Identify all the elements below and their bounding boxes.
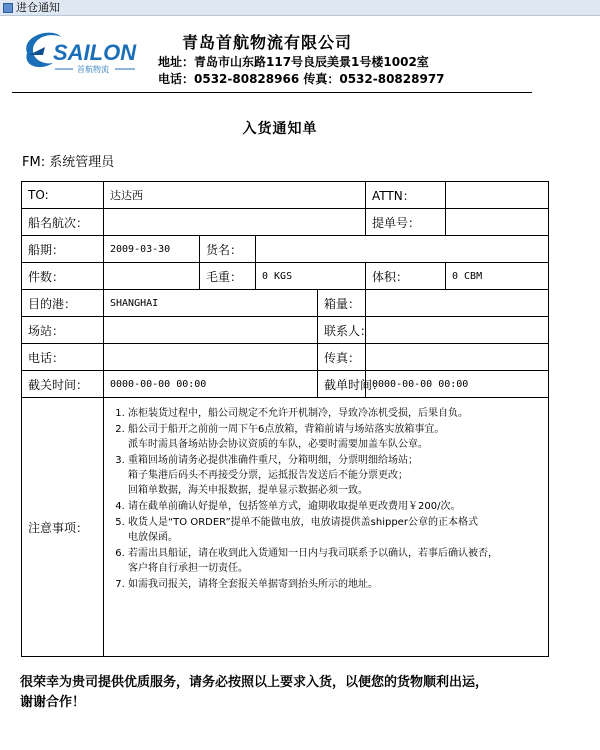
notes-label: 注意事项： — [22, 398, 104, 657]
company-phone: 电话：0532-80828966 传真：0532-80828977 — [158, 72, 445, 86]
logo-subtext: 首航物流 — [77, 65, 109, 74]
logo-text: SAILON — [53, 40, 137, 65]
note-item: 4. 请在截单前确认好提单，包括签单方式，逾期收取提单更改费用￥200/次。 — [128, 499, 542, 514]
notes-list — [110, 406, 542, 592]
cargo-value — [256, 236, 549, 263]
form-row-cutoff — [22, 371, 549, 398]
dest-value: SHANGHAI — [104, 290, 318, 317]
fax-value — [366, 344, 549, 371]
from-line: FM: 系统管理员 — [22, 155, 115, 170]
pieces-value — [104, 263, 200, 290]
window-titlebar — [0, 0, 600, 16]
form-row-pieces — [22, 263, 549, 290]
company-logo — [13, 25, 148, 85]
containers-label: 箱量： — [318, 290, 366, 317]
to-value: 达达西 — [104, 182, 366, 209]
doc-cutoff-label: 截单时间： — [318, 371, 366, 398]
note-item: 3. 重箱回场前请务必提供准确件重尺，分箱明细，分票明细给场站； 箱子集港后码头不再接受分票，运抵报告发送后不能分票更改； 回箱单数据，海关申报数据，提单显示数据必须一致。 — [128, 453, 542, 498]
to-label: TO: — [22, 182, 104, 209]
form-row-vessel — [22, 209, 549, 236]
attn-value — [446, 182, 549, 209]
containers-value — [366, 290, 549, 317]
window-title: 进仓通知 — [16, 1, 60, 14]
volume-label: 体积： — [366, 263, 446, 290]
weight-value: 0 KGS — [256, 263, 366, 290]
weight-label: 毛重： — [200, 263, 256, 290]
date-label: 船期： — [22, 236, 104, 263]
form-row-date — [22, 236, 549, 263]
form-row-to — [22, 182, 549, 209]
vessel-value — [104, 209, 366, 236]
date-value: 2009-03-30 — [104, 236, 200, 263]
header-divider — [12, 92, 532, 93]
contact-label: 联系人： — [318, 317, 366, 344]
form-row-yard — [22, 317, 549, 344]
customs-cutoff-label: 截关时间： — [22, 371, 104, 398]
shipping-notice-form — [21, 181, 549, 657]
note-item: 7. 如需我司报关，请将全套报关单据寄到抬头所示的地址。 — [128, 577, 542, 592]
bill-label: 提单号： — [366, 209, 446, 236]
company-address: 地址：青岛市山东路117号良辰美景1号楼1002室 — [158, 55, 429, 69]
form-row-notes — [22, 398, 549, 657]
attn-label: ATTN： — [366, 182, 446, 209]
closing-line-2: 谢谢合作！ — [20, 695, 86, 710]
yard-value — [104, 317, 318, 344]
doc-cutoff-value: 0000-00-00 00:00 — [366, 371, 549, 398]
note-item: 6. 若需出具船证，请在收到此入货通知一日内与我司联系予以确认，若事后确认被否， 客户将自行承担一切责任。 — [128, 546, 542, 576]
closing-line-1: 很荣幸为贵司提供优质服务，请务必按照以上要求入货，以便您的货物顺利出运， — [20, 675, 489, 690]
document-title: 入货通知单 — [242, 121, 318, 137]
note-item: 5. 收货人是“TO ORDER”提单不能做电放，电放请提供盖shipper公章的正本格式 电放保函。 — [128, 515, 542, 545]
note-item: 1. 冻柜装货过程中，船公司规定不允许开机制冷，导致冷冻机受损，后果自负。 — [128, 406, 542, 421]
dest-label: 目的港： — [22, 290, 104, 317]
form-row-dest — [22, 290, 549, 317]
yard-label: 场站： — [22, 317, 104, 344]
form-row-tel — [22, 344, 549, 371]
company-name: 青岛首航物流有限公司 — [182, 33, 353, 52]
vessel-label: 船名航次： — [22, 209, 104, 236]
note-item: 2. 船公司于船开之前前一周下午6点放箱，背箱前请与场站落实放箱事宜。 派车时需具备场站协会协议资质的车队，必要时需要加盖车队公章。 — [128, 422, 542, 452]
volume-value: 0 CBM — [446, 263, 549, 290]
notes-cell — [104, 398, 549, 657]
customs-cutoff-value: 0000-00-00 00:00 — [104, 371, 318, 398]
pieces-label: 件数： — [22, 263, 104, 290]
closing-message — [20, 673, 580, 713]
cargo-label: 货名： — [200, 236, 256, 263]
tel-label: 电话： — [22, 344, 104, 371]
bill-value — [446, 209, 549, 236]
tel-value — [104, 344, 318, 371]
window-icon — [3, 3, 13, 13]
fax-label: 传真： — [318, 344, 366, 371]
contact-value — [366, 317, 549, 344]
